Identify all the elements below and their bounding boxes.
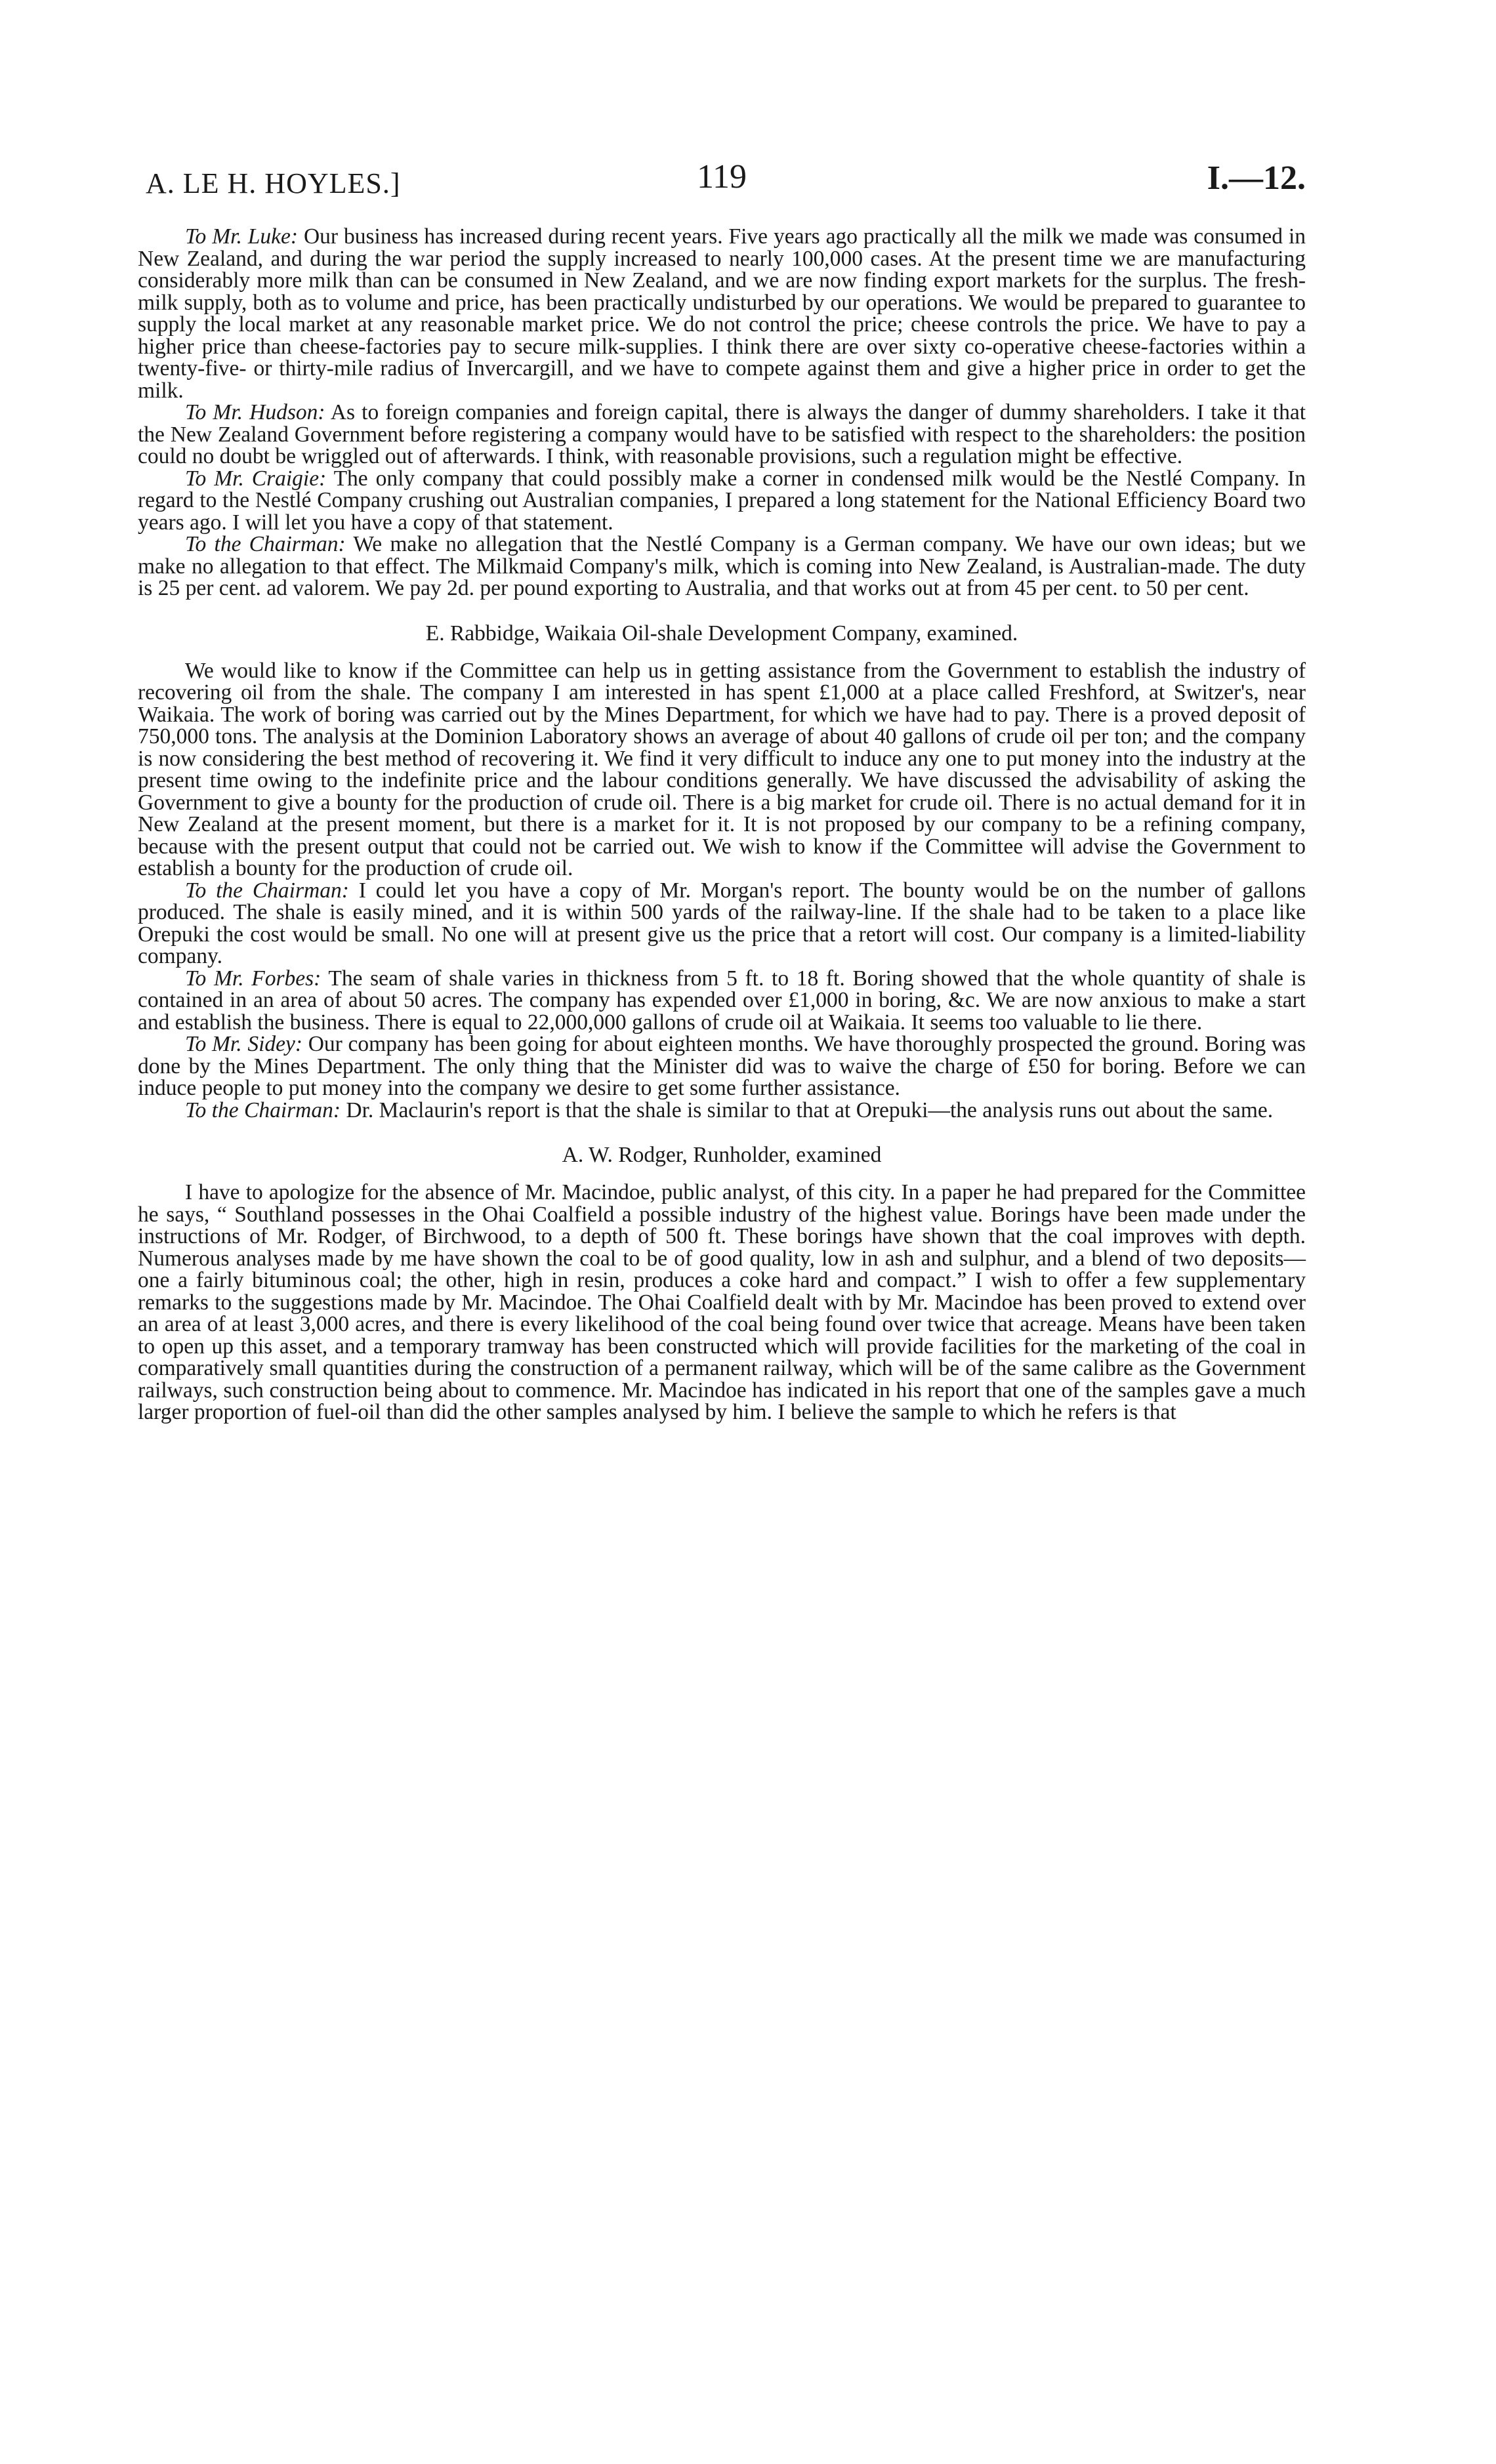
speaker: To Mr. Hudson:	[185, 400, 325, 424]
speaker: To the Chairman:	[185, 1098, 341, 1122]
speaker: To Mr. Forbes:	[185, 966, 322, 991]
section-heading: A. W. Rodger, Runholder, examined	[562, 1143, 882, 1167]
paragraph	[138, 1099, 1306, 1122]
page-number: 119	[696, 158, 747, 195]
paragraph-text: We make no allegation that the Nestlé Company is a German company. We have our own ideas; but we make no allegation to that effect. The Milkmaid Company's milk, which is coming into New Zealand, is Australian-made. The duty is 25 per cent. ad valorem. We pay 2d. per pound exporting to Australia, and that works out at from 45 per cent. to 50 per cent.	[138, 532, 1306, 600]
page-body	[138, 226, 1306, 1424]
paragraph-text: The only company that could possibly make a corner in condensed milk would be the Nestlé Company. In regard to the Nestlé Company crushing out Australian companies, I prepared a long statement for the National Efficiency Board two years ago. I will let you have a copy of that statement.	[138, 466, 1306, 535]
speaker: To Mr. Sidey:	[185, 1032, 303, 1056]
speaker: To Mr. Luke:	[185, 224, 299, 249]
paragraph-text: I have to apologize for the absence of Mr. Macindoe, public analyst, of this city. In a paper he had prepared for the Committee he says, “ Southland possesses in the Ohai Coalfield a possible industry of the highest value. Borings have been made under the instructions of Mr. Rodger, of Birchwood, to a depth of 500 ft. These borings have shown that the coal improves with depth. Numerous analyses made by me have shown the coal to be of good quality, low in ash and sulphur, and a blend of two deposits—one a fairly bituminous coal; the other, high in resin, produces a coke hard and compact.” I wish to offer a few supplementary remarks to the suggestions made by Mr. Macindoe. The Ohai Coalfield dealt with by Mr. Macindoe has been proved to extend over an area of at least 3,000 acres, and there is every likelihood of the coal being found over twice that acreage. Means have been taken to open up this asset, and a temporary tramway has been constructed which will provide facilities for the marketing of the coal in comparatively small quantities during the construction of a permanent railway, which will be of the same calibre as the Government railways, such construction being about to commence. Mr. Macindoe has indicated in his report that one of the samples gave a much larger proportion of fuel-oil than did the other samples analysed by him. I believe the sample to which he refers is that	[138, 1180, 1306, 1424]
paragraph-text: Our business has increased during recent years. Five years ago practically all the milk we made was consumed in New Zealand, and during the war period the supply increased to nearly 100,000 cases. At the present time we are manufacturing considerably more milk than can be consumed in New Zealand, and we are now finding export markets for the surplus. The fresh-milk supply, both as to volume and price, has been practically undisturbed by our operations. We would be prepared to guarantee to supply the local market at any reasonable market price. We do not control the price; cheese controls the price. We have to pay a higher price than cheese-factories pay to secure milk-supplies. I think there are over sixty co-operative cheese-factories within a twenty-five- or thirty-mile radius of Invercargill, and we have to compete against them and give a higher price in order to get the milk.	[138, 224, 1306, 403]
document-reference: I.—12.	[1207, 159, 1306, 197]
paragraph-text: As to foreign companies and foreign capital, there is always the danger of dummy shareholders. I take it that the New Zealand Government before registering a company would have to be satisfied with respect to the shareholders: the position could no doubt be wriggled out of afterwards. I think, with reasonable provisions, such a regulation might be effective.	[138, 400, 1306, 468]
paragraph	[138, 968, 1306, 1034]
speaker: To the Chairman:	[185, 532, 346, 556]
page-header	[138, 157, 1306, 203]
paragraph	[138, 401, 1306, 468]
section-hoyles-evidence	[138, 226, 1306, 600]
paragraph-text: We would like to know if the Committee can help us in getting assistance from the Government to establish the industry of recovering oil from the shale. The company I am interested in has spent £1,000 at a place called Freshford, at Switzer's, near Waikaia. The work of boring was carried out by the Mines Department, for which we have had to pay. There is a proved deposit of 750,000 tons. The analysis at the Dominion Laboratory shows an average of about 40 gallons of crude oil per ton; and the company is now considering the best method of recovering it. We find it very difficult to induce any one to put money into the industry at the present time owing to the indefinite price and the labour conditions generally. We have discussed the advisability of asking the Government to give a bounty for the production of crude oil. There is a big market for crude oil. There is no actual demand for it in New Zealand at the present moment, but there is a market for it. It is not proposed by our company to be a refining company, because with the present output that could not be carried out. We wish to know if the Committee will advise the Government to establish a bounty for the production of crude oil.	[138, 658, 1306, 880]
section-heading: E. Rabbidge, Waikaia Oil-shale Development Company, examined.	[425, 621, 1018, 646]
section-rabbidge-evidence	[138, 622, 1306, 1122]
paragraph	[138, 226, 1306, 401]
section-rodger-evidence	[138, 1143, 1306, 1424]
speaker: To the Chairman:	[185, 878, 349, 903]
document-page	[138, 157, 1306, 1424]
speaker: To Mr. Craigie:	[185, 466, 327, 491]
paragraph-text: Dr. Maclaurin's report is that the shale is similar to that at Orepuki—the analysis runs out about the same.	[346, 1098, 1274, 1122]
paragraph	[138, 533, 1306, 600]
paragraph	[138, 468, 1306, 534]
paragraph	[138, 880, 1306, 968]
paragraph-text: The seam of shale varies in thickness from 5 ft. to 18 ft. Boring showed that the whole quantity of shale is contained in an area of about 50 acres. The company has expended over £1,000 in boring, &c. We are now anxious to make a start and establish the business. There is equal to 22,000,000 gallons of crude oil at Waikaia. It seems too valuable to lie there.	[138, 966, 1306, 1035]
paragraph	[138, 1181, 1306, 1424]
paragraph	[138, 1033, 1306, 1099]
paragraph-text: Our company has been going for about eighteen months. We have thoroughly prospected the ground. Boring was done by the Mines Department. The only thing that the Minister did was to waive the charge of £50 for boring. Before we can induce people to put money into the company we desire to get some further assistance.	[138, 1032, 1306, 1100]
paragraph-text: I could let you have a copy of Mr. Morgan's report. The bounty would be on the number of gallons produced. The shale is easily mined, and it is within 500 yards of the railway-line. If the shale had to be taken to a place like Orepuki the cost would be small. No one will at present give us the price that a retort will cost. Our company is a limited-liability company.	[138, 878, 1306, 968]
paragraph	[138, 660, 1306, 880]
header-witness: A. LE H. HOYLES.]	[146, 167, 401, 199]
